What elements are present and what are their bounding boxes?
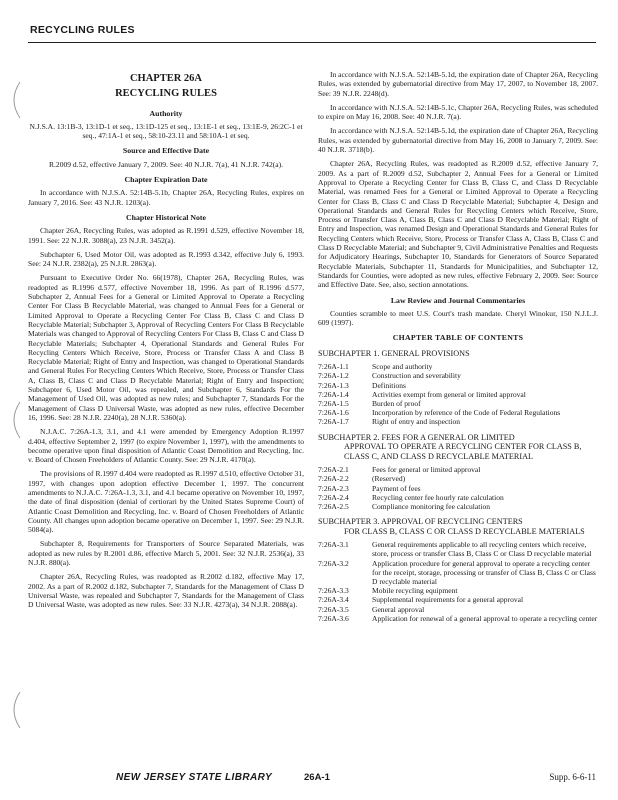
section-title: Mobile recycling equipment: [372, 586, 458, 596]
toc-entry[interactable]: [318, 474, 598, 483]
toc-entry[interactable]: [318, 381, 598, 390]
running-title: RECYCLING RULES: [30, 24, 135, 36]
toc-entry[interactable]: [318, 586, 598, 595]
section-title: Compliance monitoring fee calculation: [372, 501, 490, 511]
section-title: Right of entry and inspection: [372, 417, 461, 427]
section-title: Definitions: [372, 380, 406, 390]
toc-entry[interactable]: [318, 540, 598, 558]
history-paragraph: Subchapter 8, Requirements for Transporters of Source Separated Materials, was adopted as new rules by R.2001 d.86, effective March 5, 2001. See: 32 N.J.R. 2536(a), 33 N.J.R. 880(a).: [28, 539, 304, 568]
section-number: 7:26A-3.3: [318, 586, 349, 596]
authority-heading: Authority: [149, 108, 183, 118]
section-number: 7:26A-2.2: [318, 474, 349, 484]
subchapter-title: SUBCHAPTER 2. FEES FOR A GENERAL OR LIMITED: [318, 432, 515, 442]
toc-entry[interactable]: [318, 371, 598, 380]
section-title: Application procedure for general approval to operate a recycling center for the receipt, storage, processing or transfer of Class B, Class C or Class D recyclable material: [372, 558, 596, 586]
running-header: [28, 22, 596, 43]
section-number: 7:26A-1.6: [318, 408, 349, 418]
law-review-heading: Law Review and Journal Commentaries: [390, 295, 526, 305]
section-title: Application for renewal of a general approval to operate a recycling center: [372, 613, 598, 623]
history-paragraph: In accordance with N.J.S.A. 52:14B-5.1c, Chapter 26A, Recycling Rules, was scheduled to expire on May 16, 2008. See: 40 N.J.R. 7(a).: [318, 102, 598, 122]
section-number: 7:26A-1.3: [318, 380, 349, 390]
punch-hole-mark: [6, 80, 24, 120]
history-paragraph: Chapter 26A, Recycling Rules, was readopted as R.2002 d.182, effective May 17, 2002. As a part of R.2002 d.182, Subchapter 7, Standards for the Management of Class D Universal Waste, was repealed and Subchapter 7, Standards for the Management of Class D Universal Waste, was adopted as new rules. See: 33 N.J.R. 4273(a), 34 N.J.R. 2088(a).: [28, 572, 304, 610]
chapter-number: CHAPTER 26A: [129, 73, 203, 84]
subchapter-heading: [318, 349, 598, 359]
history-paragraph: Chapter 26A, Recycling Rules, was readopted as R.2009 d.52, effective January 7, 2009. As a part of R.2009 d.52, Subchapter 2, Annual Fees for a General or Limited Approval to Operate a Recycling Center for Class B, Class C, and Class D Recyclable Material, was renamed Fees for a General or Limited Approval to Operate a Recycling Center for Class B, Class C and Class D Recyclable Material; Subchapter 4, Design and Operational Standards and General Rules for Recycling Centers which Receive, Store, Process or Transfer Class A, Class B, Class C and Class D Recyclable Material; Right of Entry and Inspection, was renamed Design and Operational Standards and General Rules for Recycling Centers which Receive, Store, Process or Transfer Class A, Class B, Class C and Class D Recyclable Material; and Subchapter 9, Civil Administrative Penalties and Requests for Adjudicatory Hearings, Subchapter 10, Standards for Generators of Source Separated Recyclable Materials, Subchapter 11, Standards for Municipalities, and Subchapter 12, Standards for Counties, were adopted as new rules, effective February 2, 2009. See: Source and Effective Date. See, also, section annotations.: [318, 159, 598, 290]
section-number: 7:26A-3.2: [318, 558, 349, 568]
section-title: Activities exempt from general or limited approval: [372, 389, 526, 399]
section-title: Payment of fees: [372, 483, 421, 493]
subchapter-heading: [318, 517, 598, 536]
section-number: 7:26A-1.4: [318, 389, 349, 399]
section-number: 7:26A-2.3: [318, 483, 349, 493]
history-paragraph: The provisions of R.1997 d.404 were readopted as R.1997 d.510, effective October 31, 1997, with changes upon adoption effective December 1, 1997. The concurrent amendments to N.J.A.C. 7:26A-1.3, 3.1, and 4.1 became operative on November 10, 1997, the date of final disposition (denial of certiorari by the United States Supreme Court) of Atlantic Coast Demolition and Recycling, Inc. v. Board of Chosen Freeholders of Atlantic County. All changes upon adoption became operative on December 1, 1997. See: 29 N.J.R. 5084(a).: [28, 469, 304, 535]
toc-entry[interactable]: [318, 493, 598, 502]
expiration-heading: Chapter Expiration Date: [124, 175, 208, 185]
page-number: 26A-1: [304, 772, 330, 783]
library-stamp: NEW JERSEY STATE LIBRARY: [116, 772, 273, 783]
section-number: 7:26A-3.6: [318, 613, 349, 623]
toc-entry[interactable]: [318, 614, 598, 623]
source-text: R.2009 d.52, effective January 7, 2009. See: 40 N.J.R. 7(a), 41 N.J.R. 742(a).: [49, 159, 283, 169]
history-heading: Chapter Historical Note: [126, 212, 206, 222]
section-number: 7:26A-2.4: [318, 492, 349, 502]
section-title: (Reserved): [372, 474, 406, 484]
history-paragraph: In accordance with N.J.S.A. 52:14B-5.1d, the expiration date of Chapter 26A, Recycling Rules, was extended by gubernatorial directive from May 17, 2007, to November 18, 2007. See: 39 N.J.R. 2248(d).: [318, 70, 598, 98]
section-title: Fees for general or limited approval: [372, 465, 481, 475]
toc-entry[interactable]: [318, 417, 598, 426]
toc-entry[interactable]: [318, 408, 598, 417]
supplement-date: Supp. 6-6-11: [549, 772, 596, 782]
history-paragraph: Chapter 26A, Recycling Rules, was adopted as R.1991 d.529, effective November 18, 1991. See: 22 N.J.R. 3088(a), 23 N.J.R. 3452(a).: [28, 226, 304, 245]
toc-entry[interactable]: [318, 502, 598, 511]
section-title: Construction and severability: [372, 371, 461, 381]
section-number: 7:26A-3.1: [318, 540, 349, 550]
subchapter-heading: [318, 433, 598, 462]
toc-entry[interactable]: [318, 484, 598, 493]
toc-entry[interactable]: [318, 595, 598, 604]
toc-entry[interactable]: [318, 465, 598, 474]
page-footer: [28, 770, 596, 788]
section-number: 7:26A-2.1: [318, 465, 349, 475]
section-number: 7:26A-1.7: [318, 417, 349, 427]
toc-entry[interactable]: [318, 559, 598, 587]
section-title: Incorporation by reference of the Code of Federal Regulations: [372, 408, 561, 418]
section-number: 7:26A-1.1: [318, 362, 349, 372]
right-column: [318, 70, 598, 623]
authority-text: N.J.S.A. 13:1B-3, 13:1D-1 et seq., 13:1D-125 et seq., 13:1E-1 et seq., 13:1E-9, 26:2C-1 et seq., 47:1A-1 et seq., 58:10-23.11 and 58:10A-1 et seq.: [29, 121, 303, 141]
punch-hole-mark: [6, 400, 24, 440]
section-number: 7:26A-3.4: [318, 595, 349, 605]
law-review-text: Counties scramble to meet U.S. Court's trash mandate. Cheryl Winokur, 150 N.J.L.J. 609 (1997).: [318, 308, 598, 328]
section-number: 7:26A-1.2: [318, 371, 349, 381]
expiration-text: In accordance with N.J.S.A. 52:14B-5.1b, Chapter 26A, Recycling Rules, expires on January 7, 2016. See: 43 N.J.R. 1203(a).: [28, 188, 304, 207]
history-paragraph: N.J.A.C. 7:26A-1.3, 3.1, and 4.1 were amended by Emergency Adoption R.1997 d.404, effective September 2, 1997 (to expire November 1, 1997), with the amendments to become operative upon final disposition of Atlantic Coast Demolition and Recycling, Inc. v. Board of Chosen Freeholders of Atlantic County. See: 29 N.J.R. 4170(a).: [28, 427, 304, 465]
toc-entry[interactable]: [318, 390, 598, 399]
section-title: General requirements applicable to all recycling centers which receive, store, process or transfer Class B, Class C or Class D recyclable material: [372, 540, 592, 559]
toc-entry[interactable]: [318, 399, 598, 408]
section-number: 7:26A-3.5: [318, 604, 349, 614]
chapter-title: RECYCLING RULES: [115, 88, 217, 100]
history-paragraph: In accordance with N.J.S.A. 52:14B-5.1d, the expiration date of Chapter 26A, Recycling Rules, was extended by gubernatorial directive from May 16, 2008 to January 7, 2009. See: 40 N.J.R. 3718(b).: [318, 126, 598, 155]
toc-entry[interactable]: [318, 362, 598, 371]
left-column: [28, 70, 304, 615]
section-title: Recycling center fee hourly rate calculation: [372, 492, 504, 502]
subchapter-title-continued: FOR CLASS B, CLASS C OR CLASS D RECYCLABLE MATERIALS: [344, 526, 585, 536]
subchapter-title: SUBCHAPTER 3. APPROVAL OF RECYCLING CENTERS: [318, 517, 523, 527]
subchapter-title-continued: APPROVAL TO OPERATE A RECYCLING CENTER FOR CLASS B, CLASS C, AND CLASS D RECYCLABLE MATERIAL: [344, 442, 582, 461]
toc-heading: CHAPTER TABLE OF CONTENTS: [392, 333, 524, 343]
section-number: 7:26A-1.5: [318, 399, 349, 409]
history-paragraph: Subchapter 6, Used Motor Oil, was adopted as R.1993 d.342, effective July 6, 1993. See: 24 N.J.R. 2382(a), 25 N.J.R. 2863(a).: [28, 249, 304, 269]
section-number: 7:26A-2.5: [318, 501, 349, 511]
history-paragraph: Pursuant to Executive Order No. 66(1978), Chapter 26A, Recycling Rules, was readopted as R.1996 d.577, effective November 18, 1996. As part of R.1996 d.577, Subchapter 2, Annual Fees for a General or Limited Approval to Operate a Recycling Center For Class B Recyclable Material, was changed to Annual Fees for a General or Limited Approval to Operate a Recycling Center For Class B, Class C and Class D Recyclable Material; Subchapter 3, Approval of Recycling Centers For Class B Recyclable Materials was changed to Approval of Recycling Centers For Class B, Class C and Class D Recyclable Materials; Subchapter 4, Operational Standards and General Rules For Recycling Centers Which Receive, Store, Process or Transfer Class A and Class B Recyclable Material; Right of Entry and Inspection, was changed to Operational Standards and General Rules For Recycling Centers Which Receive, Store, Process or Transfer Class A, Class B, Class C and Class D Recyclable Material; Right of Entry and Inspection; Subchapter 6, Used Motor Oil, was repealed, and Subchapter 6, Standards For the Management of Used Oil, was adopted as new rules; and Subchapter 7, Standards For the Management of Class D Universal Waste, was adopted as new rules, effective December 16, 1996. See: 28 N.J.R. 2240(a), 28 N.J.R. 5360(a).: [28, 273, 304, 422]
subchapter-title: SUBCHAPTER 1. GENERAL PROVISIONS: [318, 348, 470, 358]
section-title: Supplemental requirements for a general approval: [372, 595, 524, 605]
toc-entry[interactable]: [318, 605, 598, 614]
section-title: General approval: [372, 604, 425, 614]
section-title: Burden of proof: [372, 399, 421, 409]
section-title: Scope and authority: [372, 362, 433, 372]
punch-hole-mark: [6, 690, 24, 730]
source-heading: Source and Effective Date: [122, 146, 210, 156]
